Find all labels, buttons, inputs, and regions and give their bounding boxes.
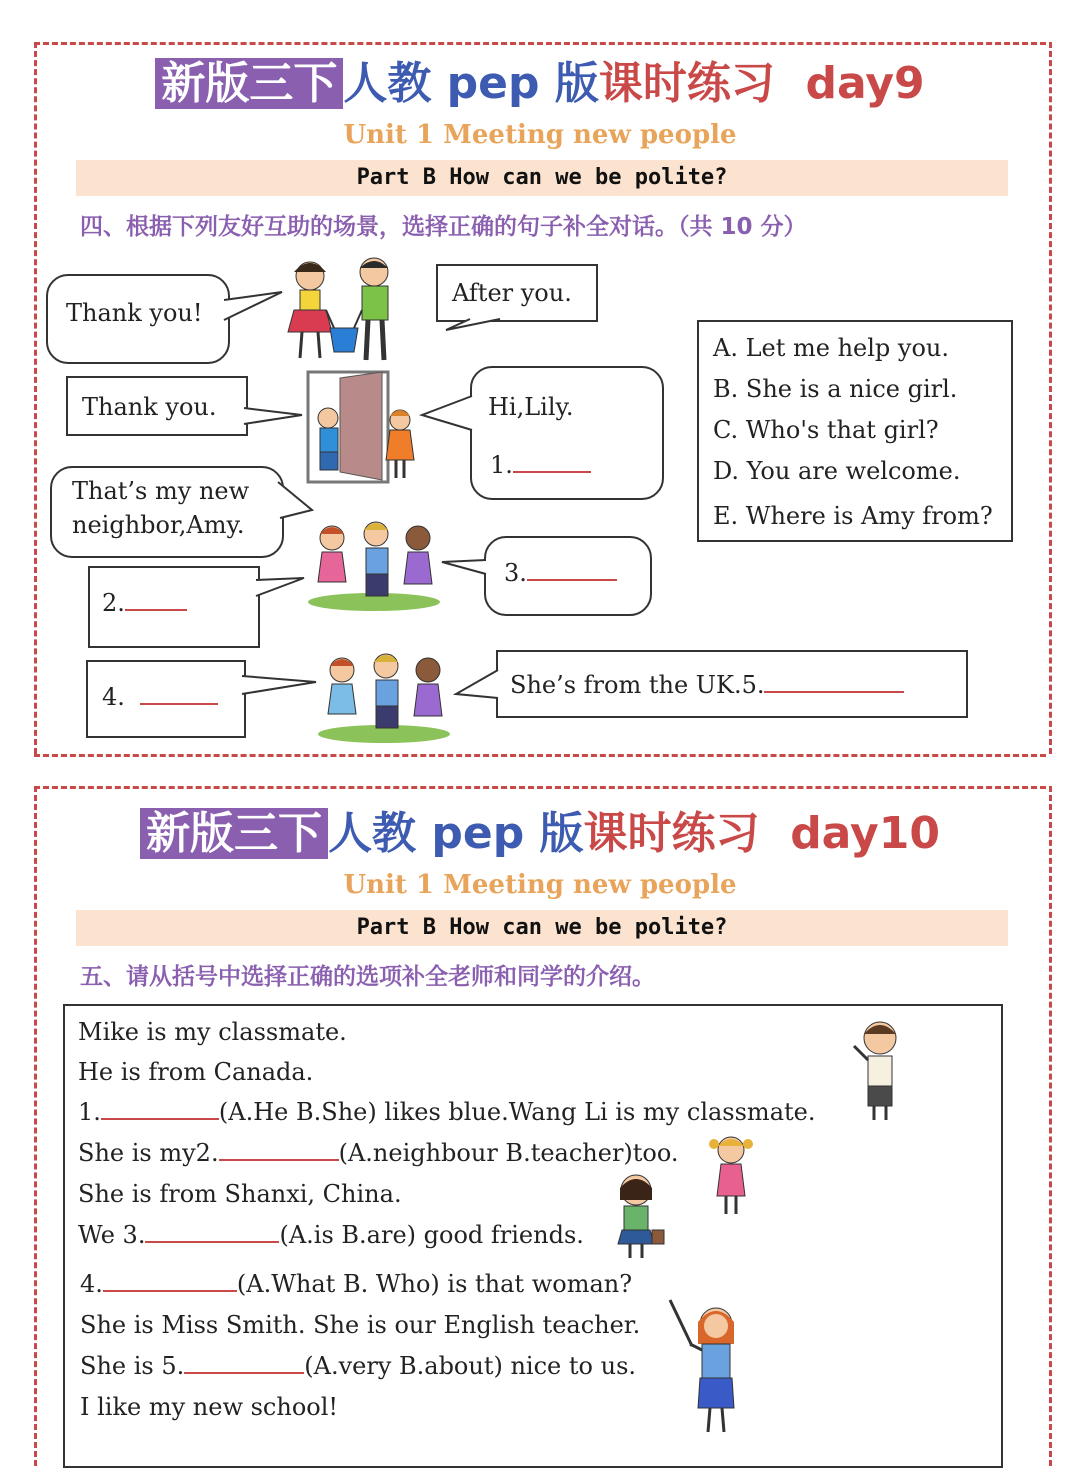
bubble-text: Thank you! — [66, 299, 203, 327]
blank-label: She is 5. — [80, 1352, 185, 1380]
option-a: A. Let me help you. — [713, 334, 950, 362]
blank-label: 3. — [504, 559, 527, 587]
answer-blank-5[interactable] — [764, 691, 904, 693]
teacher-miss-smith-image — [668, 1298, 748, 1438]
bubble-text: neighbor,Amy. — [72, 511, 245, 539]
unit-title: Unit 1 Meeting new people — [343, 120, 737, 150]
bubble-text: That’s my new — [72, 477, 250, 505]
option-c: C. Who's that girl? — [713, 416, 939, 444]
passage-line: (A.is B.are) good friends. — [279, 1221, 584, 1249]
passage-line: I like my new school! — [80, 1393, 339, 1421]
speech-bubble-thank-you — [46, 274, 230, 364]
speech-bubble-neighbor — [50, 466, 284, 558]
fill-blank-5[interactable] — [184, 1372, 304, 1374]
speech-bubble-answer-4 — [86, 660, 246, 738]
three-kids-image-2 — [314, 644, 454, 744]
page-title — [0, 56, 1080, 112]
fill-blank-3[interactable] — [145, 1241, 279, 1243]
passage-line: (A.neighbour B.teacher)too. — [338, 1139, 679, 1167]
answer-options-box — [697, 320, 1013, 542]
title-blue: 人教 pep 版 — [343, 58, 599, 109]
speech-bubble-hi-lily — [470, 366, 664, 500]
title-day: day10 — [790, 808, 940, 859]
title-red: 课时练习 — [583, 808, 760, 859]
blank-label: We 3. — [78, 1221, 146, 1249]
answer-blank-4[interactable] — [140, 703, 218, 705]
bubble-tail-9 — [0, 0, 10, 10]
title-highlight: 新版三下 — [155, 58, 343, 109]
passage-line: She is Miss Smith. She is our English teacher. — [80, 1311, 641, 1339]
speech-bubble-thank-you-2 — [66, 376, 248, 436]
passage-line: (A.very B.about) nice to us. — [304, 1352, 637, 1380]
girl-image — [704, 1130, 758, 1220]
unit-title: Unit 1 Meeting new people — [343, 870, 737, 900]
part-bar: Part B How can we be polite? — [76, 910, 1008, 946]
kids-at-door-image — [304, 368, 424, 484]
instruction: 五、请从括号中选择正确的选项补全老师和同学的介绍。 — [80, 964, 655, 990]
speech-bubble-answer-2 — [88, 566, 260, 648]
bubble-text: She’s from the UK.5. — [510, 671, 765, 699]
kids-carrying-bucket-image — [272, 254, 412, 364]
three-kids-image — [304, 512, 444, 612]
bubble-text: After you. — [452, 279, 572, 307]
page-title — [0, 806, 1080, 862]
passage-line: (A.He B.She) likes blue.Wang Li is my classmate. — [218, 1098, 816, 1126]
speech-bubble-answer-5 — [496, 650, 968, 718]
passage-line: She is from Shanxi, China. — [78, 1180, 402, 1208]
title-blue: 人教 pep 版 — [328, 808, 584, 859]
blank-label: 1. — [78, 1098, 101, 1126]
fill-blank-1[interactable] — [101, 1118, 219, 1120]
boy-mike-image — [850, 1016, 910, 1126]
speech-bubble-after-you — [436, 264, 598, 322]
fill-blank-4[interactable] — [103, 1290, 237, 1292]
blank-label: 4. — [102, 683, 125, 711]
part-bar: Part B How can we be polite? — [76, 160, 1008, 196]
instruction: 四、根据下列友好互助的场景，选择正确的句子补全对话。（共 10 分） — [80, 214, 807, 240]
bubble-text: Thank you. — [82, 393, 217, 421]
blank-label: 2. — [102, 589, 125, 617]
title-red: 课时练习 — [598, 58, 775, 109]
title-highlight: 新版三下 — [140, 808, 328, 859]
fill-blank-2[interactable] — [219, 1159, 339, 1161]
answer-blank-3[interactable] — [527, 579, 617, 581]
option-d: D. You are welcome. — [713, 457, 961, 485]
title-day: day9 — [805, 58, 925, 109]
blank-label: She is my2. — [78, 1139, 219, 1167]
passage-line: He is from Canada. — [78, 1058, 314, 1086]
girl-wang-li-image — [604, 1170, 670, 1262]
option-e: E. Where is Amy from? — [713, 502, 993, 530]
answer-blank-2[interactable] — [125, 609, 187, 611]
answer-blank-1[interactable] — [513, 471, 591, 473]
passage-line: (A.What B. Who) is that woman? — [236, 1270, 633, 1298]
card-border-bottom — [34, 754, 1046, 757]
option-b: B. She is a nice girl. — [713, 375, 958, 403]
blank-label: 4. — [80, 1270, 103, 1298]
bubble-text: Hi,Lily. — [488, 393, 574, 421]
speech-bubble-answer-3 — [484, 536, 652, 616]
passage-line: Mike is my classmate. — [78, 1018, 347, 1046]
blank-label: 1. — [490, 451, 513, 479]
